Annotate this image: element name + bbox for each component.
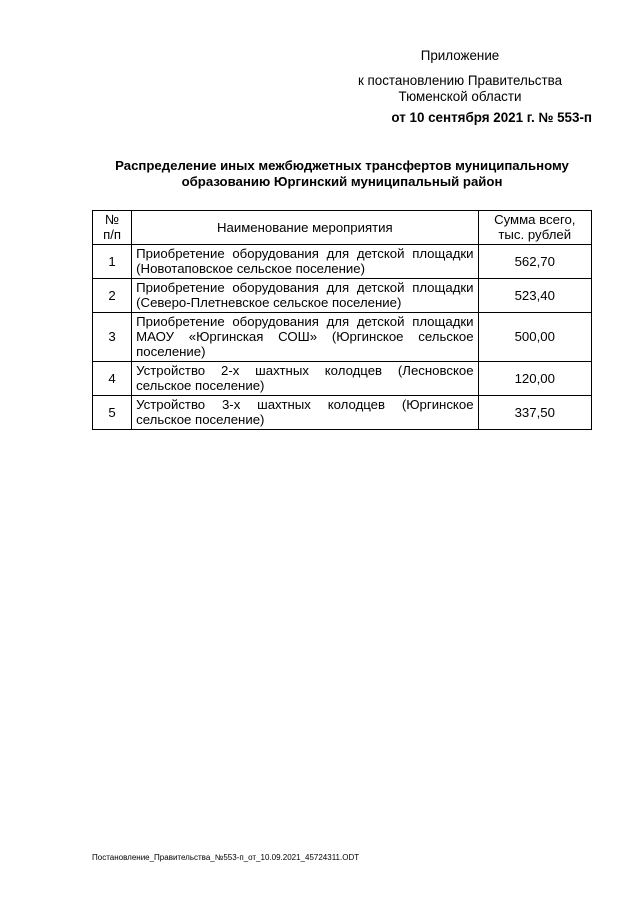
row-sum: 337,50 — [478, 396, 591, 430]
region-name: Тюменской области — [398, 89, 522, 104]
header-sum-line2: тыс. рублей — [498, 227, 572, 242]
header-number — [93, 211, 132, 245]
transfers-table — [92, 210, 592, 430]
row-name: Устройство 2-х шахтных колодцев (Лесновское сельское поселение) — [132, 362, 478, 396]
document-header — [330, 48, 590, 126]
header-sum — [478, 211, 591, 245]
table-row — [93, 396, 592, 430]
row-number: 2 — [93, 279, 132, 313]
row-name: Устройство 3-х шахтных колодцев (Юргинское сельское поселение) — [132, 396, 478, 430]
row-number: 4 — [93, 362, 132, 396]
table-row — [93, 313, 592, 362]
header-number-line1: № — [105, 212, 120, 227]
header-number-line2: п/п — [103, 227, 122, 242]
row-name: Приобретение оборудования для детской площадки МАОУ «Юргинская СОШ» (Юргинское сельское поселение) — [132, 313, 478, 362]
document-filename-footer: Постановление_Правительства_№553-п_от_10.09.2021_45724311.ODT — [92, 853, 360, 862]
row-name: Приобретение оборудования для детской площадки (Новотаповское сельское поселение) — [132, 245, 478, 279]
table-row — [93, 362, 592, 396]
resolution-date-number: от 10 сентября 2021 г. № 553-п — [391, 110, 592, 125]
table-row — [93, 245, 592, 279]
row-number: 5 — [93, 396, 132, 430]
row-number: 1 — [93, 245, 132, 279]
row-sum: 500,00 — [478, 313, 591, 362]
resolution-reference: к постановлению Правительства — [357, 73, 563, 88]
row-number: 3 — [93, 313, 132, 362]
table-row — [93, 279, 592, 313]
row-sum: 523,40 — [478, 279, 591, 313]
table-header-row — [93, 211, 592, 245]
title-line-2: образованию Юргинский муниципальный район — [181, 174, 503, 189]
document-title — [92, 158, 592, 190]
header-name: Наименование мероприятия — [132, 211, 478, 245]
header-sum-line1: Сумма всего, — [494, 212, 576, 227]
row-name: Приобретение оборудования для детской площадки (Северо-Плетневское сельское поселение) — [132, 279, 478, 313]
row-sum: 562,70 — [478, 245, 591, 279]
appendix-label: Приложение — [420, 48, 500, 63]
row-sum: 120,00 — [478, 362, 591, 396]
title-line-1: Распределение иных межбюджетных трансфертов муниципальному — [115, 158, 569, 173]
